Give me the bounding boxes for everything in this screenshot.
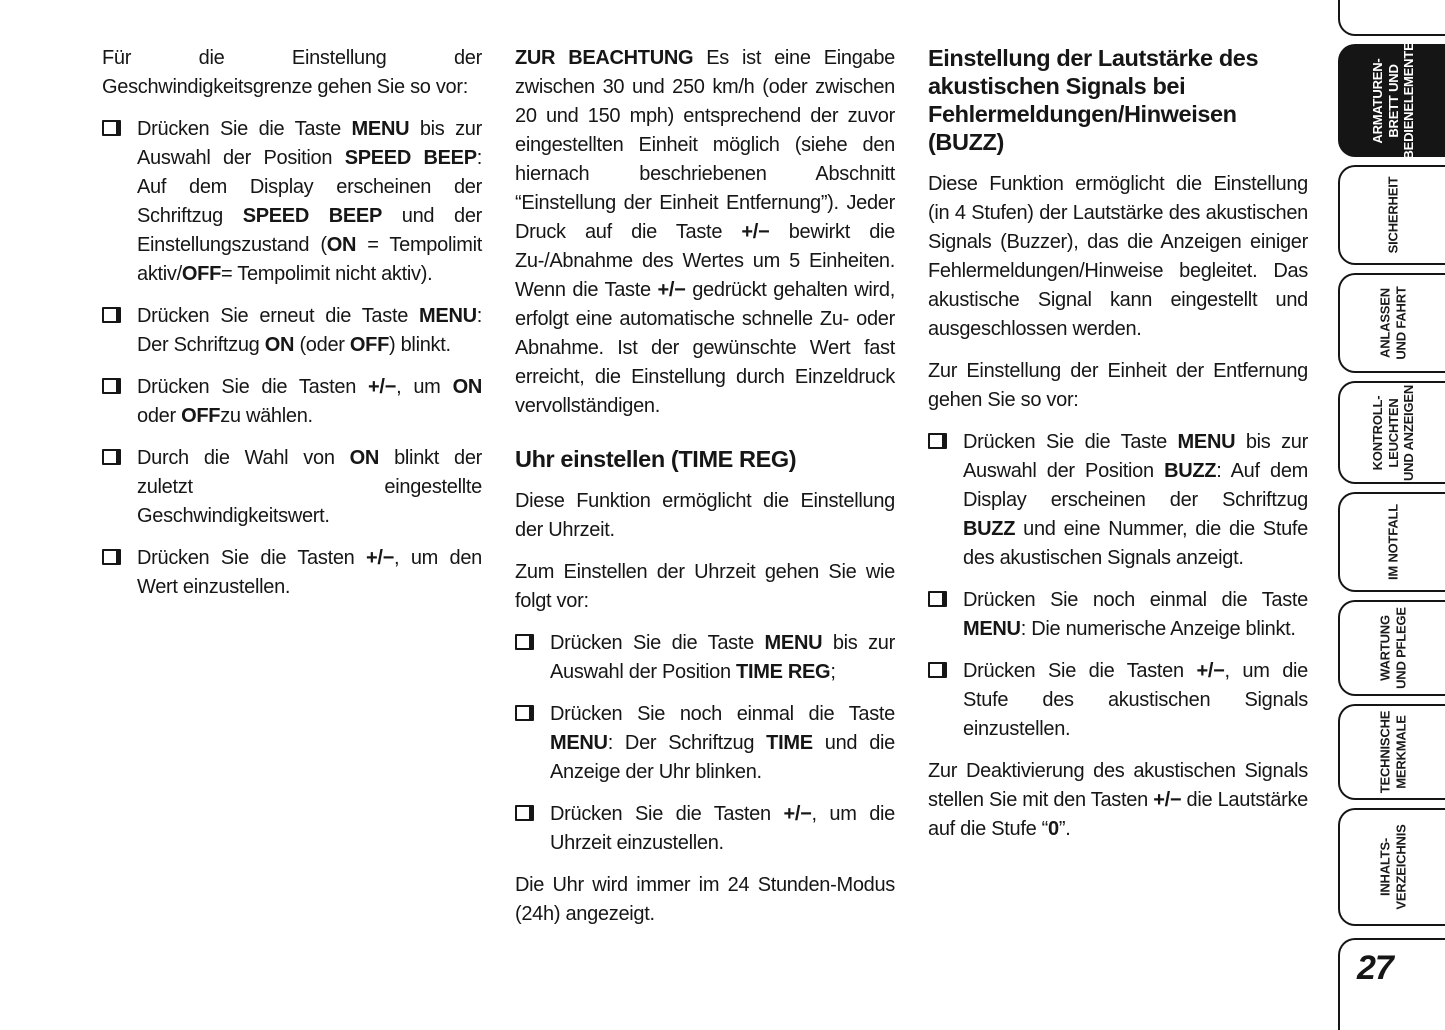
paragraph: Zur Einstellung der Einheit der Entfernung gehen Sie so vor: (928, 360, 1308, 411)
page-number-tab (1338, 938, 1445, 1030)
sidebar-tab-label: KONTROLL- LEUCHTEN UND ANZEIGEN (1369, 384, 1416, 481)
bullet-item (928, 428, 1308, 573)
content-columns (102, 44, 1310, 942)
bullet-item (102, 444, 482, 531)
page-number: 27 (1357, 949, 1393, 987)
bullet-text: Drücken Sie die Tasten +/−, um den Wert einzustellen. (137, 547, 482, 598)
bullet-text: Drücken Sie noch einmal die Taste MENU: Der Schriftzug TIME und die Anzeige der Uhr blinken. (550, 703, 895, 783)
sidebar-tab-anlassen-und-fahrt (1338, 273, 1445, 373)
bullet-item (515, 629, 895, 687)
sidebar-tab-label: ARMATUREN- BRETT UND BEDIENELEMENTE (1369, 41, 1416, 160)
bullet-text: Drücken Sie die Tasten +/−, um die Stufe des akustischen Signals einzustellen. (963, 660, 1308, 740)
bullet-text: Durch die Wahl von ON blinkt der zuletzt eingestellte Geschwindigkeitswert. (137, 447, 482, 527)
sidebar-tab-label: WARTUNG UND PFLEGE (1377, 607, 1408, 689)
paragraph: Diese Funktion ermöglicht die Einstellung der Uhrzeit. (515, 490, 895, 541)
bullet-square-icon (515, 700, 550, 787)
bullet-text: Drücken Sie die Taste MENU bis zur Auswahl der Position SPEED BEEP: Auf dem Display erscheinen der Schriftzug SPEED BEEP und der Einstellungszustand (ON = Tempolimit aktiv/OFF= Tempolimit nicht aktiv). (137, 118, 482, 285)
section-heading: Uhr einstellen (TIME REG) (515, 446, 797, 472)
bullet-text: Drücken Sie die Tasten +/−, um die Uhrzeit einzustellen. (550, 803, 895, 854)
paragraph: Diese Funktion ermöglicht die Einstellung (in 4 Stufen) der Lautstärke des akustischen Signals (Buzzer), das die Anzeigen einiger Fehlermeldungen/Hinweise begleitet. Das akustische Signal kann eingestellt und ausgeschlossen werden. (928, 173, 1308, 340)
column-1 (102, 44, 482, 942)
thumb-tabs (1338, 41, 1445, 926)
bullet-item (102, 373, 482, 431)
sidebar-tab-label: IM NOTFALL (1384, 504, 1400, 580)
bullet-text: Drücken Sie erneut die Taste MENU: Der Schriftzug ON (oder OFF) blinkt. (137, 305, 482, 356)
sidebar-tab-inhaltsverzeichnis (1338, 808, 1445, 926)
bullet-square-icon (515, 800, 550, 858)
sidebar-tab-kontrollleuchten-und-anzeigen (1338, 381, 1445, 484)
bullet-item (928, 586, 1308, 644)
bullet-square-icon (928, 657, 963, 744)
bullet-square-icon (928, 428, 963, 573)
sidebar-tab-armaturenbrett-und-bedienelemente (1338, 41, 1445, 160)
bullet-item (515, 700, 895, 787)
bullet-item (102, 115, 482, 289)
bullet-square-icon (515, 629, 550, 687)
bullet-item (102, 302, 482, 360)
sidebar-tab-im-notfall (1338, 492, 1445, 592)
paragraph: Die Uhr wird immer im 24 Stunden-Modus (24h) angezeigt. (515, 874, 895, 925)
bullet-text: Drücken Sie die Taste MENU bis zur Auswahl der Position BUZZ: Auf dem Display erscheinen der Schriftzug BUZZ und eine Nummer, die die Stufe des akustischen Signals anzeigt. (963, 431, 1308, 569)
sidebar-tab-label: INHALTS- VERZEICHNIS (1377, 824, 1408, 910)
sidebar-tab-technische-merkmale (1338, 704, 1445, 800)
paragraph: Zum Einstellen der Uhrzeit gehen Sie wie folgt vor: (515, 561, 895, 612)
paragraph: Zur Deaktivierung des akustischen Signals stellen Sie mit den Tasten +/− die Lautstärke auf die Stufe “0”. (928, 760, 1308, 840)
paragraph: ZUR BEACHTUNG Es ist eine Eingabe zwischen 30 und 250 km/h (oder zwischen 20 und 150 mph) entsprechend der zuvor eingestellten Einheit möglich (siehe den hiernach beschriebenen Abschnitt “Einstellung der Einheit Entfernung”). Jeder Druck auf die Taste +/− bewirkt die Zu-/Abnahme des Wertes um 5 Einheiten. Wenn die Taste +/− gedrückt gehalten wird, erfolgt eine automatische schnelle Zu- oder Abnahme. Ist der gewünschte Wert fast erreicht, die Einstellung durch Einzeldruck vervollständigen. (515, 47, 895, 417)
sidebar-tab-sicherheit (1338, 165, 1445, 265)
bullet-text: Drücken Sie die Tasten +/−, um ON oder OFFzu wählen. (137, 376, 482, 427)
bullet-square-icon (102, 115, 137, 289)
column-2 (515, 44, 895, 942)
sidebar-tab-wartung-und-pflege (1338, 600, 1445, 696)
bullet-item (102, 544, 482, 602)
thumb-tab-rail (1338, 0, 1445, 1026)
bullet-square-icon (102, 373, 137, 431)
tab-edge-top (1338, 0, 1445, 36)
paragraph: Für die Einstellung der Geschwindigkeitsgrenze gehen Sie so vor: (102, 47, 482, 98)
bullet-square-icon (102, 444, 137, 531)
bullet-square-icon (928, 586, 963, 644)
sidebar-tab-label: ANLASSEN UND FAHRT (1377, 286, 1408, 360)
sidebar-tab-label: TECHNISCHE MERKMALE (1377, 710, 1408, 794)
sidebar-tab-label: SICHERHEIT (1384, 176, 1400, 254)
bullet-text: Drücken Sie noch einmal die Taste MENU: Die numerische Anzeige blinkt. (963, 589, 1308, 640)
bullet-square-icon (102, 544, 137, 602)
bullet-square-icon (102, 302, 137, 360)
column-3 (928, 44, 1308, 942)
bullet-item (928, 657, 1308, 744)
section-heading: Einstellung der Lautstärke des akustischen Signals bei Fehlermeldungen/Hinweisen (BUZZ) (928, 45, 1259, 155)
bullet-item (515, 800, 895, 858)
bullet-text: Drücken Sie die Taste MENU bis zur Auswahl der Position TIME REG; (550, 632, 895, 683)
